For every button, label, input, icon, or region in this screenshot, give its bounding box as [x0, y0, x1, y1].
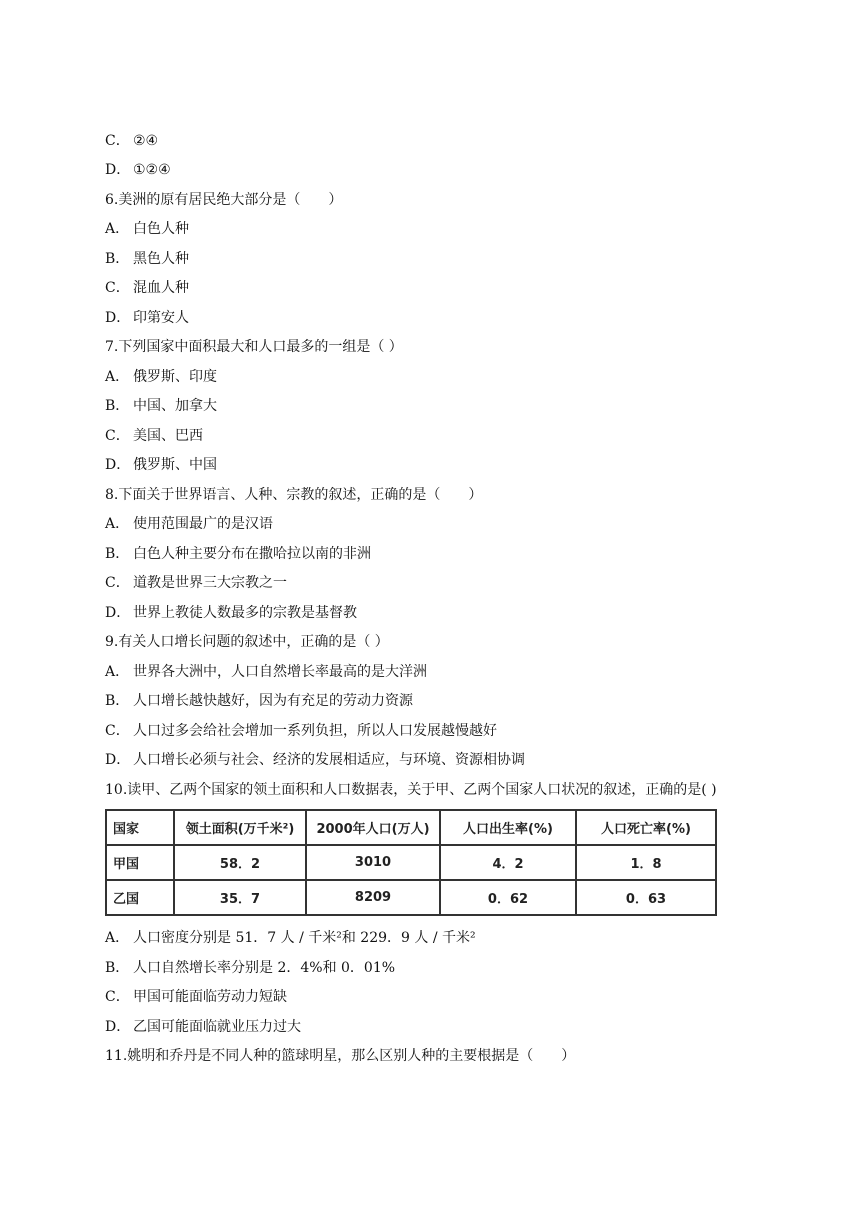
table-cell: 甲国 [106, 845, 174, 880]
table-row [106, 880, 716, 915]
option-letter: C． [105, 575, 130, 591]
table-header-cell: 领土面积(万千米²) [174, 810, 306, 845]
table-cell: 乙国 [106, 880, 174, 915]
option-text: 人口增长越快越好，因为有充足的劳动力资源 [133, 693, 413, 709]
table-header-cell: 2000年人口(万人) [306, 810, 440, 845]
option-text: 中国、加拿大 [133, 398, 217, 414]
option-text: 乙国可能面临就业压力过大 [133, 1019, 301, 1035]
option-line [105, 367, 217, 387]
option-line [105, 308, 189, 328]
table-cell: 3010 [306, 845, 440, 880]
option-line [105, 573, 287, 593]
option-line [105, 455, 217, 475]
table-row [106, 845, 716, 880]
option-letter: C． [105, 133, 130, 149]
option-text: 人口过多会给社会增加一系列负担，所以人口发展越慢越好 [133, 723, 497, 739]
option-text: 白色人种主要分布在撒哈拉以南的非洲 [133, 546, 371, 562]
question-8: 8.下面关于世界语言、人种、宗教的叙述，正确的是（ ） [105, 487, 483, 503]
option-letter: C． [105, 989, 130, 1005]
table-cell: 0．63 [576, 880, 716, 915]
option-text: 美国、巴西 [133, 428, 203, 444]
option-text: 道教是世界三大宗教之一 [133, 575, 287, 591]
option-letter: D． [105, 457, 131, 473]
option-letter: A． [105, 664, 130, 680]
option-letter: A． [105, 516, 130, 532]
option-letter: B． [105, 546, 130, 562]
option-text: 俄罗斯、中国 [133, 457, 217, 473]
option-line [105, 721, 497, 741]
option-letter: C． [105, 428, 130, 444]
option-letter: A． [105, 221, 130, 237]
option-text: 人口增长必须与社会、经济的发展相适应，与环境、资源相协调 [133, 752, 525, 768]
question-9: 9.有关人口增长问题的叙述中，正确的是（ ） [105, 634, 389, 650]
option-text: 印第安人 [133, 310, 189, 326]
option-text: 使用范围最广的是汉语 [133, 516, 273, 532]
option-line [105, 278, 189, 298]
option-text: ②④ [133, 133, 159, 149]
option-letter: B． [105, 693, 130, 709]
question-10: 10.读甲、乙两个国家的领土面积和人口数据表，关于甲、乙两个国家人口状况的叙述，正确的是( ) [105, 782, 717, 798]
option-letter: D． [105, 310, 131, 326]
option-text: ①②④ [133, 162, 171, 178]
option-letter: D． [105, 752, 131, 768]
question-6: 6.美洲的原有居民绝大部分是（ ） [105, 192, 343, 208]
option-text: 混血人种 [133, 280, 189, 296]
option-letter: D． [105, 605, 131, 621]
option-letter: B． [105, 251, 130, 267]
population-data-table [105, 809, 717, 916]
option-text: 白色人种 [133, 221, 189, 237]
option-line [105, 514, 273, 534]
option-letter: D． [105, 162, 131, 178]
table-header-cell: 人口出生率(%) [440, 810, 576, 845]
option-text: 俄罗斯、印度 [133, 369, 217, 385]
table-header-cell: 人口死亡率(%) [576, 810, 716, 845]
option-letter: C． [105, 723, 130, 739]
option-line [105, 249, 189, 269]
option-line [105, 928, 476, 948]
option-line [105, 219, 189, 239]
table-header-cell: 国家 [106, 810, 174, 845]
option-line [105, 691, 413, 711]
option-line [105, 160, 171, 180]
option-text: 世界上教徒人数最多的宗教是基督教 [133, 605, 357, 621]
table-cell: 1．8 [576, 845, 716, 880]
option-line [105, 987, 287, 1007]
option-letter: B． [105, 398, 130, 414]
option-letter: D． [105, 1019, 131, 1035]
table-cell: 35．7 [174, 880, 306, 915]
option-line [105, 1017, 301, 1037]
option-text: 人口密度分别是 51．7 人 / 千米²和 229．9 人 / 千米² [133, 930, 476, 946]
table-cell: 0．62 [440, 880, 576, 915]
option-line [105, 750, 525, 770]
option-text: 甲国可能面临劳动力短缺 [133, 989, 287, 1005]
option-line [105, 396, 217, 416]
option-letter: A． [105, 369, 130, 385]
question-7: 7.下列国家中面积最大和人口最多的一组是（ ） [105, 339, 403, 355]
option-text: 人口自然增长率分别是 2．4%和 0．01% [133, 960, 396, 976]
table-header-row [106, 810, 716, 845]
option-letter: C． [105, 280, 130, 296]
option-line [105, 958, 395, 978]
option-line [105, 662, 427, 682]
table-cell: 4．2 [440, 845, 576, 880]
option-text: 世界各大洲中，人口自然增长率最高的是大洋洲 [133, 664, 427, 680]
option-line [105, 426, 203, 446]
option-line [105, 131, 158, 151]
table-cell: 8209 [306, 880, 440, 915]
option-letter: B． [105, 960, 130, 976]
option-letter: A． [105, 930, 130, 946]
option-line [105, 544, 371, 564]
option-text: 黑色人种 [133, 251, 189, 267]
option-line [105, 603, 357, 623]
table-cell: 58．2 [174, 845, 306, 880]
question-11: 11.姚明和乔丹是不同人种的篮球明星，那么区别人种的主要根据是（ ） [105, 1048, 576, 1064]
